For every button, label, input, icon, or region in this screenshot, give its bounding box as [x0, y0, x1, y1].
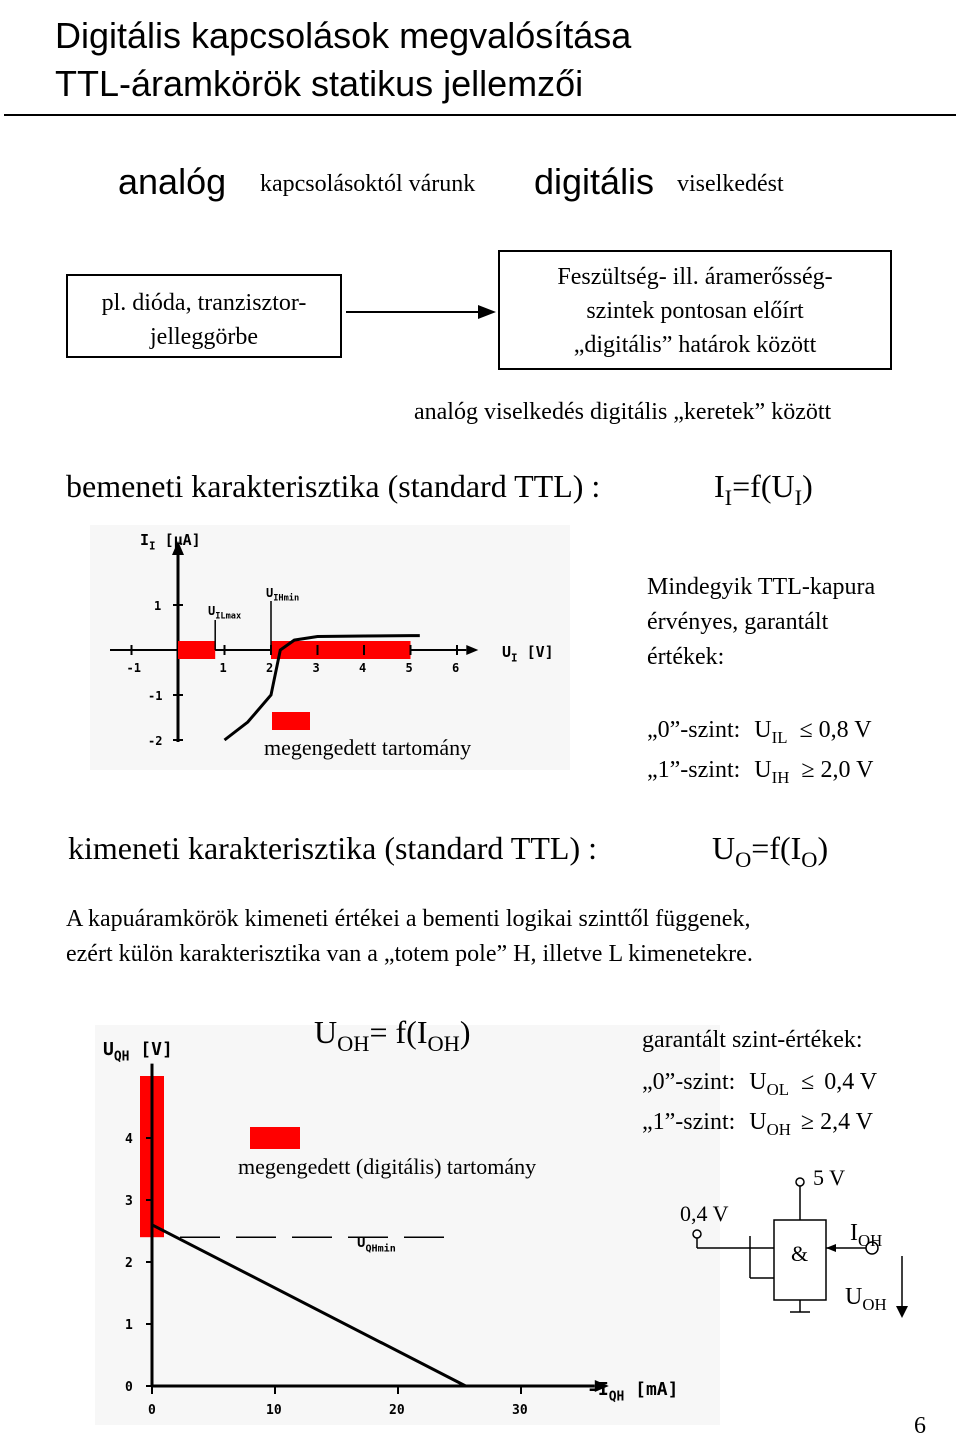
chart-formula-I-sub: OH: [427, 1030, 460, 1056]
chart-formula-U-sub: OH: [337, 1030, 370, 1056]
out-level1-rel: ≥: [800, 1109, 815, 1135]
y-tick-label: 3: [125, 1194, 133, 1209]
header-rule: [4, 114, 956, 116]
level1-rel: ≥: [801, 757, 815, 783]
input-level0: [647, 714, 872, 746]
output-formula: [712, 828, 829, 872]
allowed-range-bar-0: [178, 641, 215, 659]
output-legend-label: megengedett (digitális) tartomány: [238, 1154, 537, 1179]
analog-example-box: [66, 274, 342, 358]
gate-I: I: [850, 1220, 858, 1246]
x-tick-label: 30: [512, 1403, 528, 1418]
x-tick-label: 2: [266, 661, 274, 675]
gate-U-sub: OH: [862, 1294, 887, 1314]
x-tick-label: 5: [405, 661, 413, 675]
formula-I: I: [714, 468, 725, 504]
output-desc-line1: A kapuáramkörök kimeneti értékei a bementi logikai szinttől függenek,: [66, 906, 751, 932]
level0-sub: IL: [771, 727, 788, 747]
output-chart-formula: [314, 1012, 471, 1056]
y-tick-label: 0: [125, 1380, 133, 1395]
current-arrow-icon: [826, 1244, 836, 1252]
level1-sub: IH: [771, 767, 790, 787]
x-tick-label: 3: [312, 661, 320, 675]
chart-formula-eq: = f(I: [369, 1014, 428, 1050]
out-level1-prefix: „1”-szint:: [642, 1109, 736, 1135]
out-level1-sub: OH: [766, 1119, 791, 1139]
chart-formula-U: U: [314, 1014, 338, 1050]
formula-U-sub: I: [794, 484, 803, 510]
gate-current-label: [850, 1218, 882, 1248]
output-heading: kimeneti karakterisztika (standard TTL) :: [68, 830, 597, 866]
intro-behaviour: viselkedést: [677, 171, 784, 197]
digital-levels-box: [498, 250, 892, 370]
y-tick-label: 4: [125, 1132, 133, 1147]
y-axis-label: $U_{QH}$ [V]: [103, 1039, 173, 1065]
level0-U: U: [754, 717, 772, 743]
out-level0-U: U: [749, 1069, 767, 1095]
input-heading: bemeneti karakterisztika (standard TTL) :: [66, 468, 601, 504]
voltage-arrow-icon: [896, 1306, 908, 1318]
formula-eq: =f(U: [732, 468, 795, 504]
level0-prefix: „0”-szint:: [647, 717, 741, 743]
out-level1-value: 2,4 V: [820, 1109, 873, 1135]
output-level0: [642, 1066, 877, 1098]
out-formula-I-sub: O: [801, 846, 818, 872]
digital-box-line2: szintek pontosan előírt: [586, 298, 804, 324]
x-tick-label: 10: [266, 1403, 282, 1418]
guaranteed-label: garantált szint-értékek:: [642, 1027, 863, 1053]
intro-digital: digitális: [534, 161, 655, 202]
out-formula-U-sub: O: [735, 846, 752, 872]
output-characteristic-chart: [95, 1025, 720, 1425]
y-tick-label: 1: [125, 1318, 133, 1333]
level0-value: 0,8 V: [818, 717, 872, 743]
gate-input-label: 0,4 V: [680, 1201, 729, 1226]
x-tick-label: 0: [148, 1403, 156, 1418]
out-formula-close: ): [817, 830, 829, 866]
gate-supply-label: 5 V: [813, 1165, 845, 1190]
output-legend-swatch: [250, 1127, 300, 1149]
chart-formula-close: ): [459, 1014, 471, 1050]
x-tick-label: 4: [359, 661, 367, 675]
x-tick-label: 6: [452, 661, 460, 675]
out-formula-eq: =f(I: [751, 830, 802, 866]
out-level1-U: U: [749, 1109, 767, 1135]
y-tick-label: -2: [148, 734, 163, 748]
y-tick-label: -1: [148, 689, 163, 703]
input-legend-label: megengedett tartomány: [264, 735, 472, 760]
input-formula: [714, 466, 813, 510]
gate-U: U: [845, 1284, 863, 1310]
level1-value: 2,0 V: [820, 757, 874, 783]
output-description: [66, 902, 753, 972]
input-note-line2: érvényes, garantált: [647, 609, 829, 635]
reference-line-label: $U_{QHmin}$: [357, 1235, 396, 1255]
formula-I-sub: I: [724, 484, 733, 510]
input-note-line3: értékek:: [647, 644, 725, 670]
frame-note: analóg viselkedés digitális „keretek” között: [414, 399, 832, 425]
x-tick-label: 1: [219, 661, 227, 675]
page-title-line1: Digitális kapcsolások megvalósítása: [55, 15, 632, 56]
level0-rel: ≤: [799, 717, 813, 743]
y-tick-label: 1: [154, 599, 162, 613]
gate-symbol: &: [791, 1241, 809, 1266]
page-title-line2: TTL-áramkörök statikus jellemzői: [55, 63, 584, 104]
gate-I-sub: OH: [858, 1230, 883, 1250]
y-tick-label: 2: [125, 1256, 133, 1271]
page-number: 6: [914, 1413, 926, 1439]
formula-close: ): [802, 468, 813, 504]
out-level0-prefix: „0”-szint:: [642, 1069, 736, 1095]
output-desc-line2: ezért külön karakterisztika van a „totem pole” H, illetve L kimenetekre.: [66, 941, 753, 967]
x-axis-label: $-I_{QH}$ [mA]: [587, 1379, 679, 1405]
y-axis-label: $I_I$ [μA]: [140, 531, 201, 553]
supply-terminal: [796, 1178, 804, 1186]
input-terminal: [693, 1230, 701, 1238]
annotation-uilmax: $U_{ILmax}$: [208, 604, 242, 622]
analog-box-line1: pl. dióda, tranzisztor-: [101, 290, 307, 316]
analog-box-line2: jelleggörbe: [150, 324, 258, 350]
x-axis-label: $U_I$ [V]: [502, 643, 554, 665]
allowed-range-bar-1: [271, 641, 411, 659]
gate-voltage-label: [845, 1282, 887, 1312]
level1-prefix: „1”-szint:: [647, 757, 741, 783]
intro-analog: analóg: [118, 161, 227, 202]
input-note: [647, 570, 875, 675]
arrow-right-icon: [346, 300, 496, 324]
digital-box-line1: Feszültség- ill. áramerősség-: [557, 264, 833, 290]
x-tick-label: 20: [389, 1403, 405, 1418]
input-level1: [647, 754, 873, 786]
x-tick-label: -1: [126, 661, 141, 675]
intro-expect: kapcsolásoktól várunk: [260, 171, 476, 197]
out-level0-sub: OL: [766, 1079, 790, 1099]
legend-swatch-red: [272, 712, 310, 730]
out-formula-U: U: [712, 830, 736, 866]
output-level1: [642, 1106, 873, 1138]
level1-U: U: [754, 757, 772, 783]
out-level0-rel: ≤: [801, 1069, 815, 1095]
out-level0-value: 0,4 V: [824, 1069, 878, 1095]
annotation-uihmin: $U_{IHmin}$: [266, 586, 300, 604]
input-note-line1: Mindegyik TTL-kapura: [647, 574, 876, 600]
digital-box-line3: „digitális” határok között: [573, 332, 817, 358]
